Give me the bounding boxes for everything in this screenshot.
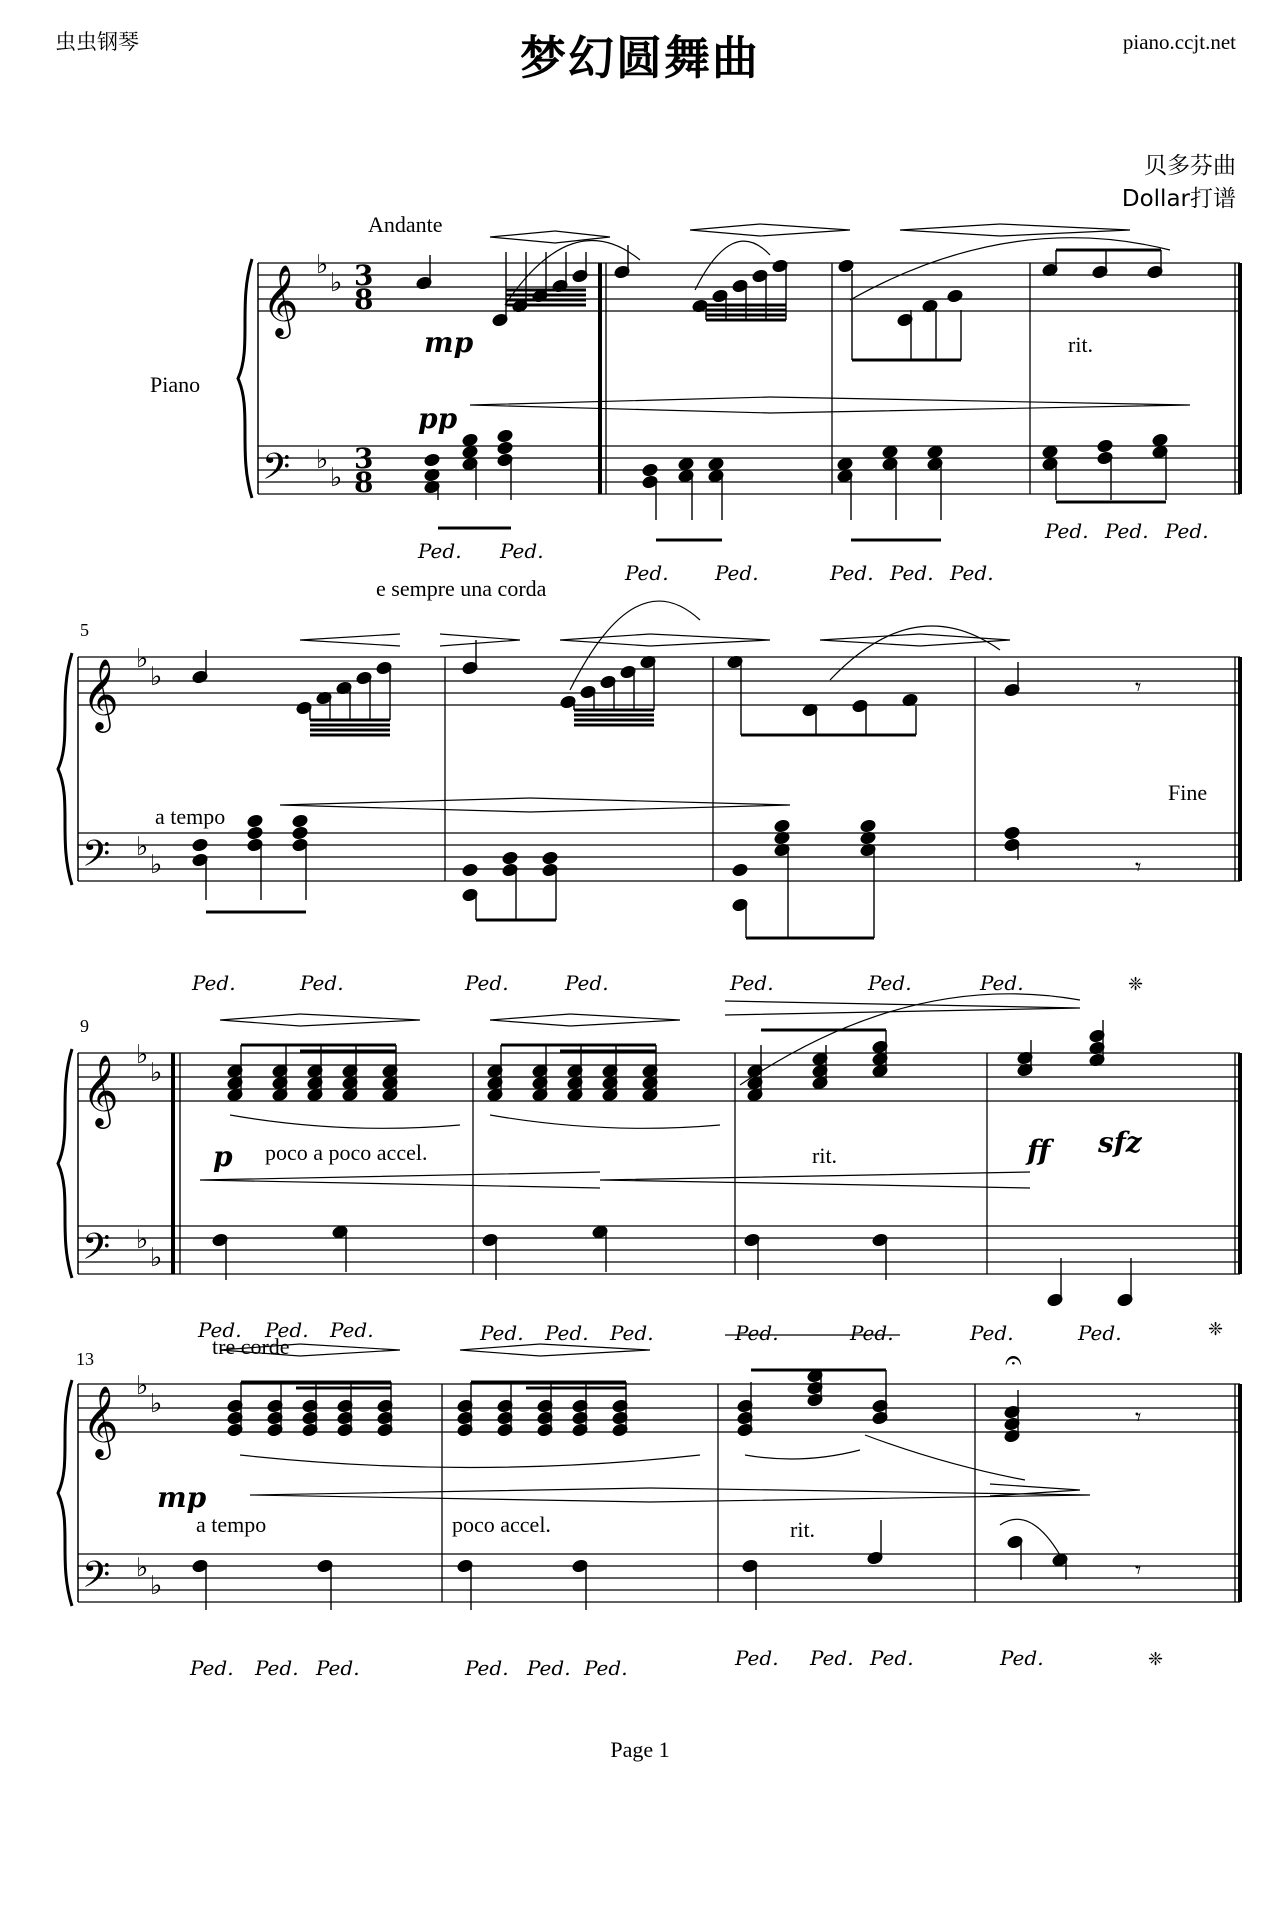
time-top-treble: 3	[354, 259, 374, 292]
s4-b-rest: 𝄾	[1135, 1556, 1142, 1584]
pedal-mark-35: Ped.	[870, 1646, 914, 1670]
pedal-mark-32: Ped.	[584, 1656, 628, 1680]
treble-flat-0-0: ♭	[316, 250, 329, 280]
hp-2b	[440, 634, 520, 646]
dynamic-pp: pp	[418, 402, 458, 435]
brace-1	[58, 653, 72, 885]
s1-b-ch2-head-1	[462, 445, 479, 459]
tre-corde-text: tre corde	[212, 1334, 290, 1359]
hp-3b	[300, 1014, 420, 1026]
hairpins-and-slurs	[200, 224, 1190, 1555]
hp-3f	[600, 1172, 1030, 1188]
slur-1c	[850, 238, 1170, 300]
s2-b-ch2-head-1	[247, 826, 264, 840]
site-name-left: 虫虫钢琴	[55, 30, 139, 54]
slur-4b	[745, 1450, 860, 1459]
s2-m3-rest: 𝄾	[1135, 673, 1142, 701]
pedal-mark-7: Ped.	[1045, 519, 1089, 543]
pedal-mark-22: Ped.	[610, 1321, 654, 1345]
pedal-mark-10: Ped.	[192, 971, 236, 995]
hp-2e	[820, 634, 920, 646]
pedal-mark-27: Ped.	[190, 1656, 234, 1680]
hp-2c	[560, 634, 650, 646]
s2-b-ch1-head-1	[192, 838, 209, 852]
pedal-mark-9: Ped.	[1165, 519, 1209, 543]
pedal-mark-5: Ped.	[890, 561, 934, 585]
hp-4f	[250, 1488, 650, 1502]
s2-b-ch10-head-1	[1004, 826, 1021, 840]
treble-flat-0-1: ♭	[330, 268, 343, 298]
staff-lines	[78, 263, 1240, 1602]
time-bottom-treble: 8	[354, 283, 374, 316]
hp-2a	[300, 634, 400, 646]
hp-3d	[570, 1014, 680, 1026]
pedal-mark-19: Ped.	[330, 1318, 374, 1342]
measure-number-5: 5	[80, 620, 89, 640]
hp-1f	[1000, 224, 1130, 236]
treble-flat-3-1: ♭	[150, 1389, 163, 1419]
treble-flat-1-1: ♭	[150, 662, 163, 692]
bass-flat-3-1: ♭	[150, 1571, 163, 1601]
s2-b-ch7-head-1	[732, 863, 749, 877]
hp-4c	[460, 1344, 540, 1356]
pedal-release-1: ❈	[1208, 1319, 1224, 1340]
measure-number-13: 13	[76, 1349, 94, 1369]
s1-b-ch2-head-0	[462, 433, 479, 447]
a-tempo-text-2: a tempo	[196, 1512, 267, 1537]
hp-1d	[760, 224, 850, 236]
treble-clef-1: 𝄞	[82, 657, 119, 730]
treble-flat-3-0: ♭	[136, 1371, 149, 1401]
pedal-mark-25: Ped.	[970, 1321, 1014, 1345]
s1-b-ch12-head-0	[1152, 433, 1169, 447]
bass-flat-1-0: ♭	[136, 832, 149, 862]
clefs-and-keys	[82, 250, 373, 1605]
dynamic-mp-2: mp	[157, 1481, 207, 1514]
pedal-mark-2: Ped.	[625, 561, 669, 585]
bass-clef-3: 𝄢	[82, 1554, 111, 1605]
brace-0	[238, 259, 252, 498]
pedal-mark-23: Ped.	[735, 1321, 779, 1345]
s2-b-ch4-head-1	[462, 863, 479, 877]
hp-4g	[650, 1488, 1090, 1502]
hp-1g	[470, 397, 770, 413]
s2-b-ch5-head-1	[502, 851, 519, 865]
bass-clef-2: 𝄢	[82, 1226, 111, 1277]
s2-b-ch3-head-1	[292, 826, 309, 840]
brace-2	[58, 1049, 72, 1278]
s2-b-ch9-head-2	[860, 819, 877, 833]
s1-b-ch4-head-0	[642, 463, 659, 477]
pedal-mark-33: Ped.	[735, 1646, 779, 1670]
hp-2h	[530, 798, 790, 812]
hp-3c	[490, 1014, 570, 1026]
s4-m3-rest: 𝄾	[1135, 1403, 1142, 1431]
hp-1h	[770, 397, 1190, 413]
time-top-bass: 3	[354, 442, 374, 475]
score-title: 梦幻圆舞曲	[520, 31, 760, 85]
poco-accel-text: poco accel.	[452, 1512, 551, 1537]
instrument-label: Piano	[150, 372, 201, 397]
s1-b-ch3-head-0	[497, 429, 514, 443]
bass-flat-3-0: ♭	[136, 1553, 149, 1583]
dynamic-ff: ff	[1027, 1134, 1051, 1167]
pedal-mark-31: Ped.	[527, 1656, 571, 1680]
s2-b-ch2-head-2	[247, 814, 264, 828]
s2-b-ch6-head-1	[542, 851, 559, 865]
pedal-mark-26: Ped.	[1078, 1321, 1122, 1345]
fermata: 𝄐	[1005, 1343, 1022, 1378]
hp-2f	[920, 634, 1010, 646]
slur-4d	[1000, 1519, 1060, 1555]
bass-flat-0-0: ♭	[316, 445, 329, 475]
time-bottom-bass: 8	[354, 466, 374, 499]
pedal-mark-28: Ped.	[255, 1656, 299, 1680]
hp-4b	[300, 1344, 400, 1356]
pedal-mark-8: Ped.	[1105, 519, 1149, 543]
pedal-release-2: ❈	[1148, 1649, 1164, 1670]
rit-text-1: rit.	[1068, 332, 1094, 357]
composer-credit: 贝多芬曲	[1144, 153, 1236, 179]
poco-a-poco-accel-text: poco a poco accel.	[265, 1140, 428, 1165]
dynamic-p: p	[213, 1140, 233, 1173]
pedal-mark-20: Ped.	[480, 1321, 524, 1345]
site-url[interactable]: piano.ccjt.net	[1122, 30, 1236, 54]
treble-flat-1-0: ♭	[136, 644, 149, 674]
fine-text: Fine	[1168, 780, 1208, 805]
hp-3e	[200, 1172, 600, 1188]
pedal-mark-6: Ped.	[950, 561, 994, 585]
bass-flat-0-1: ♭	[330, 463, 343, 493]
bass-clef-1: 𝄢	[82, 833, 111, 884]
treble-flat-2-0: ♭	[136, 1040, 149, 1070]
pedal-mark-15: Ped.	[868, 971, 912, 995]
s1-b-ch10-head-0	[1042, 445, 1059, 459]
s1-b-ch8-head-0	[882, 445, 899, 459]
pedal-mark-18: Ped.	[265, 1318, 309, 1342]
hp-1a	[490, 231, 555, 243]
pedal-mark-4: Ped.	[830, 561, 874, 585]
measure-number-9: 9	[80, 1016, 89, 1036]
tempo-andante: Andante	[368, 212, 443, 237]
treble-clef-3: 𝄞	[82, 1384, 119, 1457]
s1-b-ch1-head-0	[424, 453, 441, 467]
pedal-mark-3: Ped.	[715, 561, 759, 585]
hp-3a	[220, 1014, 300, 1026]
s1-b-ch7-head-0	[837, 457, 854, 471]
pedal-mark-11: Ped.	[300, 971, 344, 995]
s1-m2-c	[947, 289, 964, 303]
pedal-mark-12: Ped.	[465, 971, 509, 995]
pedal-mark-34: Ped.	[810, 1646, 854, 1670]
a-tempo-text: a tempo	[155, 804, 226, 829]
treble-clef-0: 𝄞	[262, 263, 299, 336]
rit-text-3: rit.	[790, 1517, 816, 1542]
page-number: Page 1	[610, 1737, 670, 1762]
brace-3	[58, 1380, 72, 1606]
pedal-mark-17: Ped.	[198, 1318, 242, 1342]
bass-flat-2-1: ♭	[150, 1243, 163, 1273]
slur-4c	[865, 1435, 1025, 1480]
s1-b-ch3-head-1	[497, 441, 514, 455]
arranger-credit: Dollar打谱	[1121, 186, 1236, 212]
pedal-mark-0: Ped.	[418, 539, 462, 563]
hp-2g	[280, 798, 530, 812]
pedal-mark-21: Ped.	[545, 1321, 589, 1345]
treble-flat-2-1: ♭	[150, 1058, 163, 1088]
notes	[192, 245, 1169, 1610]
hp-1c	[690, 224, 760, 236]
pedal-mark-30: Ped.	[465, 1656, 509, 1680]
s2-b-ch3-head-2	[292, 814, 309, 828]
slur-1b	[695, 241, 770, 290]
bass-flat-1-1: ♭	[150, 850, 163, 880]
s2-b-rest: 𝄾	[1135, 853, 1142, 881]
s1-b-ch5-head-0	[678, 457, 695, 471]
slur-3b	[490, 1115, 720, 1128]
pedal-mark-14: Ped.	[730, 971, 774, 995]
slur-4a	[240, 1455, 700, 1468]
pedal-mark-29: Ped.	[316, 1656, 360, 1680]
s1-b-ch6-head-0	[708, 457, 725, 471]
s1-b-ch11-head-0	[1097, 439, 1114, 453]
rit-text-2: rit.	[812, 1143, 838, 1168]
treble-clef-2: 𝄞	[82, 1053, 119, 1126]
s2-b-ch8-head-2	[774, 819, 791, 833]
bass-clef-0: 𝄢	[262, 446, 291, 497]
bass-flat-2-0: ♭	[136, 1225, 149, 1255]
hp-4d	[540, 1344, 650, 1356]
pedal-release-0: ❈	[1128, 974, 1144, 995]
una-corda-text: e sempre una corda	[376, 576, 547, 601]
pedal-mark-1: Ped.	[500, 539, 544, 563]
pedal-mark-24: Ped.	[850, 1321, 894, 1345]
s1-b-ch9-head-0	[927, 445, 944, 459]
slur-3a	[230, 1115, 460, 1128]
hp-2d	[650, 634, 770, 646]
pedal-mark-36: Ped.	[1000, 1646, 1044, 1670]
pedal-mark-13: Ped.	[565, 971, 609, 995]
pedal-mark-16: Ped.	[980, 971, 1024, 995]
dynamic-sfz: sfz	[1098, 1126, 1142, 1159]
hp-1e	[900, 224, 1000, 236]
barlines	[78, 263, 1240, 1602]
dynamic-mp: mp	[424, 326, 474, 359]
